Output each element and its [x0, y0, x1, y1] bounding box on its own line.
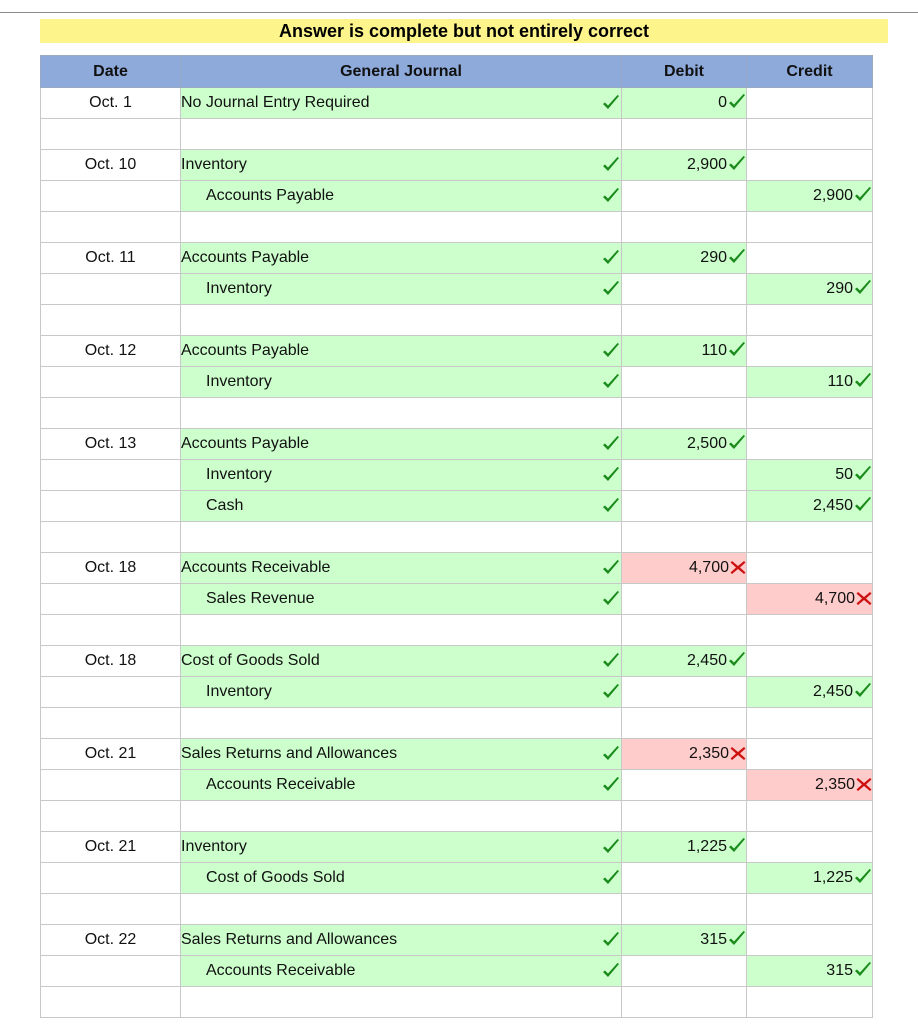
account-cell[interactable]: [181, 646, 622, 677]
credit-cell[interactable]: [747, 367, 873, 398]
table-row: [41, 367, 873, 398]
check-icon: [602, 343, 620, 359]
check-icon: [602, 653, 620, 669]
debit-cell[interactable]: [622, 119, 747, 150]
date-cell: [41, 367, 181, 398]
check-icon: [602, 95, 620, 111]
header-debit: Debit: [622, 56, 747, 88]
check-icon: [602, 436, 620, 452]
credit-cell[interactable]: [747, 119, 873, 150]
check-icon: [854, 466, 872, 482]
check-icon: [602, 188, 620, 204]
check-icon: [602, 250, 620, 266]
debit-amount: 2,350: [688, 745, 729, 762]
top-divider: [0, 12, 918, 13]
account-cell[interactable]: [181, 553, 622, 584]
debit-amount: 4,700: [688, 559, 729, 576]
table-row: [41, 336, 873, 367]
check-icon: [728, 94, 746, 110]
account-cell[interactable]: [181, 150, 622, 181]
debit-cell[interactable]: [622, 677, 747, 708]
account-name: Accounts Payable: [181, 249, 310, 266]
debit-cell[interactable]: [622, 522, 747, 553]
header-date: Date: [41, 56, 181, 88]
debit-cell[interactable]: [622, 212, 747, 243]
table-row: [41, 88, 873, 119]
credit-cell[interactable]: [747, 956, 873, 987]
check-icon: [728, 156, 746, 172]
date-cell: [41, 522, 181, 553]
account-cell[interactable]: [181, 274, 622, 305]
debit-cell[interactable]: [622, 553, 747, 584]
credit-cell[interactable]: [747, 801, 873, 832]
account-cell[interactable]: [181, 801, 622, 832]
account-cell[interactable]: [181, 429, 622, 460]
blank-row: [41, 801, 873, 832]
debit-cell[interactable]: [622, 336, 747, 367]
credit-amount: 4,700: [814, 590, 855, 607]
result-banner: Answer is complete but not entirely correct: [40, 19, 888, 43]
check-icon: [728, 435, 746, 451]
check-icon: [854, 869, 872, 885]
credit-amount: 290: [826, 280, 853, 297]
account-cell[interactable]: [181, 243, 622, 274]
credit-cell[interactable]: [747, 770, 873, 801]
table-row: [41, 770, 873, 801]
date-cell: [41, 584, 181, 615]
date-cell: [41, 956, 181, 987]
debit-amount: 0: [718, 94, 727, 111]
check-icon: [728, 652, 746, 668]
table-row: [41, 150, 873, 181]
credit-cell[interactable]: [747, 243, 873, 274]
check-icon: [854, 187, 872, 203]
table-row: [41, 925, 873, 956]
debit-cell[interactable]: [622, 88, 747, 119]
account-cell[interactable]: [181, 739, 622, 770]
date-cell: Oct. 18: [41, 646, 181, 677]
account-name: Accounts Receivable: [206, 776, 356, 793]
check-icon: [602, 560, 620, 576]
credit-cell[interactable]: [747, 212, 873, 243]
blank-row: [41, 398, 873, 429]
credit-cell[interactable]: [747, 894, 873, 925]
table-row: [41, 274, 873, 305]
table-row: [41, 243, 873, 274]
table-row: [41, 863, 873, 894]
cross-icon: [856, 777, 872, 792]
debit-cell[interactable]: [622, 894, 747, 925]
debit-amount: 1,225: [686, 838, 727, 855]
check-icon: [602, 498, 620, 514]
date-cell: Oct. 1: [41, 88, 181, 119]
account-cell[interactable]: [181, 863, 622, 894]
check-icon: [854, 962, 872, 978]
header-general-journal: General Journal: [181, 56, 622, 88]
date-cell: [41, 212, 181, 243]
date-cell: [41, 274, 181, 305]
date-cell: [41, 708, 181, 739]
date-cell: [41, 398, 181, 429]
account-cell[interactable]: [181, 88, 622, 119]
credit-cell[interactable]: [747, 646, 873, 677]
credit-amount: 110: [827, 373, 853, 390]
date-cell: Oct. 13: [41, 429, 181, 460]
debit-cell[interactable]: [622, 243, 747, 274]
date-cell: [41, 987, 181, 1018]
debit-amount: 2,500: [686, 435, 727, 452]
check-icon: [602, 777, 620, 793]
account-cell[interactable]: [181, 336, 622, 367]
table-row: [41, 491, 873, 522]
account-name: Cost of Goods Sold: [206, 869, 345, 886]
check-icon: [602, 746, 620, 762]
credit-cell[interactable]: [747, 553, 873, 584]
date-cell: [41, 677, 181, 708]
credit-cell[interactable]: [747, 584, 873, 615]
credit-amount: 2,900: [812, 187, 853, 204]
account-cell[interactable]: [181, 987, 622, 1018]
table-header-row: [41, 56, 873, 88]
cross-icon: [730, 746, 746, 761]
account-name: Inventory: [181, 156, 247, 173]
date-cell: Oct. 18: [41, 553, 181, 584]
date-cell: [41, 770, 181, 801]
table-row: [41, 956, 873, 987]
table-row: [41, 584, 873, 615]
debit-cell[interactable]: [622, 584, 747, 615]
debit-cell[interactable]: [622, 429, 747, 460]
check-icon: [854, 373, 872, 389]
table-row: [41, 832, 873, 863]
debit-amount: 315: [700, 931, 727, 948]
credit-cell[interactable]: [747, 739, 873, 770]
credit-amount: 1,225: [812, 869, 853, 886]
account-name: Inventory: [181, 838, 247, 855]
check-icon: [728, 838, 746, 854]
credit-cell[interactable]: [747, 429, 873, 460]
header-credit: Credit: [747, 56, 873, 88]
table-row: [41, 739, 873, 770]
blank-row: [41, 708, 873, 739]
check-icon: [728, 249, 746, 265]
debit-amount: 290: [700, 249, 727, 266]
account-name: Accounts Payable: [206, 187, 335, 204]
account-name: Accounts Receivable: [181, 559, 331, 576]
credit-amount: 2,450: [812, 683, 853, 700]
table-row: [41, 181, 873, 212]
check-icon: [602, 932, 620, 948]
debit-cell[interactable]: [622, 925, 747, 956]
account-name: Cost of Goods Sold: [181, 652, 320, 669]
debit-cell[interactable]: [622, 801, 747, 832]
debit-cell[interactable]: [622, 987, 747, 1018]
date-cell: [41, 801, 181, 832]
check-icon: [602, 374, 620, 390]
date-cell: Oct. 10: [41, 150, 181, 181]
account-cell[interactable]: [181, 367, 622, 398]
debit-amount: 2,900: [686, 156, 727, 173]
debit-cell[interactable]: [622, 770, 747, 801]
blank-row: [41, 894, 873, 925]
credit-amount: 2,450: [812, 497, 853, 514]
credit-cell[interactable]: [747, 925, 873, 956]
debit-cell[interactable]: [622, 708, 747, 739]
debit-cell[interactable]: [622, 305, 747, 336]
credit-cell[interactable]: [747, 305, 873, 336]
account-name: Inventory: [206, 280, 272, 297]
check-icon: [854, 497, 872, 513]
date-cell: Oct. 22: [41, 925, 181, 956]
date-cell: [41, 615, 181, 646]
credit-cell[interactable]: [747, 677, 873, 708]
check-icon: [728, 342, 746, 358]
journal-table: [40, 55, 873, 1018]
account-cell[interactable]: [181, 677, 622, 708]
debit-cell[interactable]: [622, 956, 747, 987]
date-cell: [41, 894, 181, 925]
check-icon: [602, 870, 620, 886]
check-icon: [602, 591, 620, 607]
account-cell[interactable]: [181, 181, 622, 212]
credit-cell[interactable]: [747, 491, 873, 522]
account-name: Inventory: [206, 683, 272, 700]
debit-cell[interactable]: [622, 491, 747, 522]
cross-icon: [856, 591, 872, 606]
account-cell[interactable]: [181, 398, 622, 429]
account-cell[interactable]: [181, 708, 622, 739]
account-name: Cash: [206, 497, 244, 514]
account-cell[interactable]: [181, 584, 622, 615]
debit-cell[interactable]: [622, 274, 747, 305]
date-cell: Oct. 12: [41, 336, 181, 367]
account-cell[interactable]: [181, 894, 622, 925]
account-name: Sales Returns and Allowances: [181, 931, 398, 948]
debit-cell[interactable]: [622, 615, 747, 646]
debit-cell[interactable]: [622, 398, 747, 429]
date-cell: [41, 119, 181, 150]
credit-cell[interactable]: [747, 708, 873, 739]
debit-cell[interactable]: [622, 646, 747, 677]
credit-cell[interactable]: [747, 336, 873, 367]
account-name: Inventory: [206, 373, 272, 390]
account-cell[interactable]: [181, 305, 622, 336]
account-cell[interactable]: [181, 460, 622, 491]
credit-cell[interactable]: [747, 150, 873, 181]
account-name: Sales Returns and Allowances: [181, 745, 398, 762]
date-cell: Oct. 11: [41, 243, 181, 274]
check-icon: [602, 684, 620, 700]
debit-cell[interactable]: [622, 181, 747, 212]
credit-amount: 315: [826, 962, 853, 979]
date-cell: [41, 181, 181, 212]
account-cell[interactable]: [181, 956, 622, 987]
debit-cell[interactable]: [622, 832, 747, 863]
date-cell: [41, 491, 181, 522]
credit-cell[interactable]: [747, 460, 873, 491]
debit-cell[interactable]: [622, 150, 747, 181]
debit-cell[interactable]: [622, 367, 747, 398]
table-row: [41, 553, 873, 584]
blank-row: [41, 305, 873, 336]
credit-amount: 50: [835, 466, 853, 483]
check-icon: [602, 281, 620, 297]
credit-cell[interactable]: [747, 987, 873, 1018]
credit-cell[interactable]: [747, 522, 873, 553]
date-cell: [41, 863, 181, 894]
account-name: No Journal Entry Required: [181, 94, 370, 111]
credit-cell[interactable]: [747, 398, 873, 429]
debit-amount: 2,450: [686, 652, 727, 669]
check-icon: [854, 280, 872, 296]
table-row: [41, 646, 873, 677]
credit-cell[interactable]: [747, 832, 873, 863]
credit-cell[interactable]: [747, 181, 873, 212]
account-cell[interactable]: [181, 522, 622, 553]
account-cell[interactable]: [181, 925, 622, 956]
blank-row: [41, 987, 873, 1018]
check-icon: [602, 963, 620, 979]
journal-body: [41, 88, 873, 1018]
account-name: Sales Revenue: [206, 590, 315, 607]
check-icon: [602, 157, 620, 173]
account-name: Accounts Payable: [181, 435, 310, 452]
debit-amount: 110: [701, 342, 727, 359]
date-cell: [41, 460, 181, 491]
account-name: Accounts Payable: [181, 342, 310, 359]
credit-cell[interactable]: [747, 88, 873, 119]
date-cell: Oct. 21: [41, 832, 181, 863]
check-icon: [602, 839, 620, 855]
check-icon: [854, 683, 872, 699]
blank-row: [41, 119, 873, 150]
account-cell[interactable]: [181, 491, 622, 522]
table-row: [41, 429, 873, 460]
account-cell[interactable]: [181, 119, 622, 150]
table-row: [41, 677, 873, 708]
check-icon: [728, 931, 746, 947]
credit-cell[interactable]: [747, 863, 873, 894]
account-cell[interactable]: [181, 615, 622, 646]
blank-row: [41, 212, 873, 243]
account-cell[interactable]: [181, 770, 622, 801]
cross-icon: [730, 560, 746, 575]
account-name: Inventory: [206, 466, 272, 483]
table-row: [41, 460, 873, 491]
debit-cell[interactable]: [622, 460, 747, 491]
date-cell: Oct. 21: [41, 739, 181, 770]
blank-row: [41, 615, 873, 646]
account-cell[interactable]: [181, 212, 622, 243]
date-cell: [41, 305, 181, 336]
credit-cell[interactable]: [747, 274, 873, 305]
check-icon: [602, 467, 620, 483]
blank-row: [41, 522, 873, 553]
debit-cell[interactable]: [622, 863, 747, 894]
credit-cell[interactable]: [747, 615, 873, 646]
account-name: Accounts Receivable: [206, 962, 356, 979]
debit-cell[interactable]: [622, 739, 747, 770]
credit-amount: 2,350: [814, 776, 855, 793]
account-cell[interactable]: [181, 832, 622, 863]
